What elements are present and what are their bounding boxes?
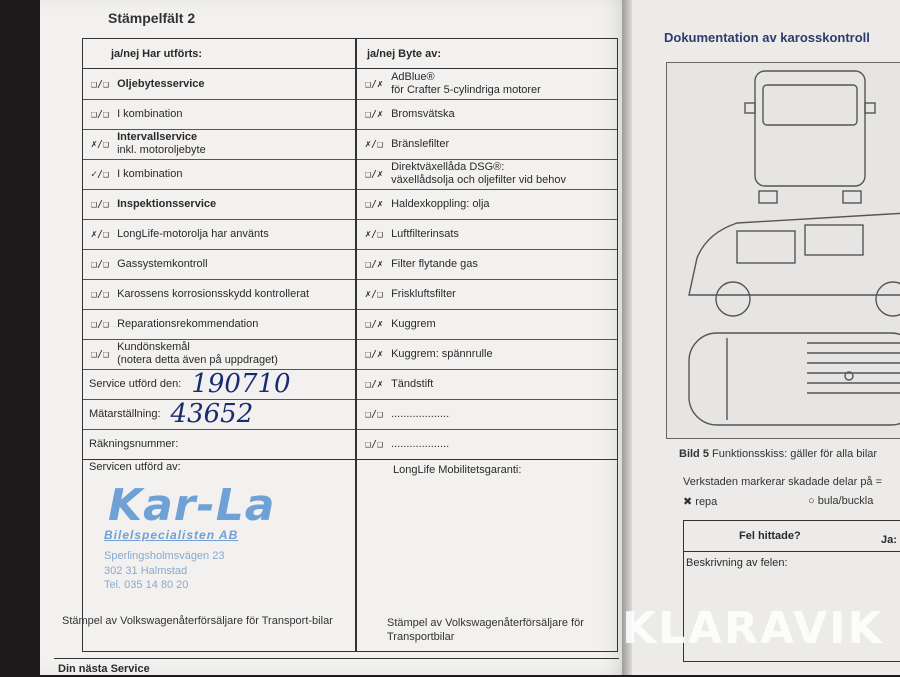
row-divider <box>83 459 617 460</box>
performed-item-label: Intervallservice inkl. motoroljebyte <box>117 131 206 156</box>
yes-no-checkbox[interactable]: ✗/❑ <box>91 228 110 240</box>
performed-by-label: Servicen utförd av: <box>89 461 181 473</box>
ja-label: Ja: <box>881 534 897 546</box>
yes-no-checkbox[interactable]: ❑/✗ <box>365 78 384 90</box>
replaced-item <box>357 249 617 280</box>
service-date-label: Service utförd den: <box>89 378 182 390</box>
yes-no-checkbox[interactable]: ❑/❑ <box>91 78 110 90</box>
yes-no-checkbox[interactable]: ❑/❑ <box>91 288 110 300</box>
description-label: Beskrivning av felen: <box>686 557 788 569</box>
legend-bula-label: bula/buckla <box>817 495 874 507</box>
damage-instruction: Verkstaden markerar skadade delar på = <box>683 476 883 488</box>
yes-no-checkbox[interactable]: ❑/✗ <box>365 168 384 180</box>
replaced-item <box>357 219 617 250</box>
replaced-item-label: AdBlue® för Crafter 5-cylindriga motorer <box>391 71 541 96</box>
yes-no-checkbox[interactable]: ✗/❑ <box>91 138 110 150</box>
replaced-item <box>357 69 617 100</box>
performed-item <box>83 339 355 370</box>
replaced-item-label: Luftfilterinsats <box>391 227 459 240</box>
yes-no-checkbox[interactable]: ❑/✗ <box>365 378 384 390</box>
replaced-item <box>357 129 617 160</box>
watermark-logo: KLARAVIK <box>622 603 884 654</box>
performed-item-label: Gassystemkontroll <box>117 257 208 270</box>
performed-item <box>83 309 355 340</box>
circle-icon: ○ <box>808 495 815 507</box>
vehicle-diagram <box>666 62 900 439</box>
yes-no-checkbox[interactable]: ❑/❑ <box>91 108 110 120</box>
dealer-stamp-subtitle: Bilelspecialisten AB <box>104 528 239 542</box>
dealer-stamp-phone: Tel. 035 14 80 20 <box>104 579 189 591</box>
replaced-item-label: Filter flytande gas <box>391 257 478 270</box>
service-date-value[interactable]: 190710 <box>191 369 291 399</box>
yes-no-checkbox[interactable]: ❑/❑ <box>91 318 110 330</box>
next-service-title: Din nästa Service <box>58 663 150 675</box>
performed-item <box>83 99 355 130</box>
diagram-caption <box>679 448 877 460</box>
performed-item-label: Karossens korrosionsskydd kontrollerat <box>117 287 310 300</box>
caption-text: Funktionsskiss: gäller för alla bilar <box>712 448 878 460</box>
replaced-item-label: Kuggrem: spännrulle <box>391 347 493 360</box>
yes-no-checkbox[interactable]: ❑/✗ <box>365 348 384 360</box>
performed-item <box>83 159 355 190</box>
mileage-value[interactable]: 43652 <box>170 399 254 429</box>
service-date-row <box>83 369 355 400</box>
yes-no-checkbox[interactable]: ❑/❑ <box>365 408 384 420</box>
yes-no-checkbox[interactable]: ❑/✗ <box>365 108 384 120</box>
yes-no-checkbox[interactable]: ❑/✗ <box>365 258 384 270</box>
dealer-stamp-city: 302 31 Halmstad <box>104 565 188 577</box>
right-page-title: Dokumentation av karosskontroll <box>664 30 870 45</box>
performed-item-label: LongLife-motorolja har använts <box>117 227 269 240</box>
performed-item-label: Kundönskemål (notera detta även på uppdraget) <box>117 341 278 366</box>
footer-stamp-right: Stämpel av Volkswagenåterförsäljare för Transportbilar <box>387 617 584 644</box>
dealer-stamp-logo: Kar-La <box>108 480 276 531</box>
footer-stamp-left: Stämpel av Volkswagenåterförsäljare för Transport-bilar <box>62 615 333 627</box>
performed-item <box>83 129 355 160</box>
yes-no-checkbox[interactable]: ✗/❑ <box>365 288 384 300</box>
section-title: Stämpelfält 2 <box>108 10 196 26</box>
yes-no-checkbox[interactable]: ❑/❑ <box>91 258 110 270</box>
performed-item <box>83 279 355 310</box>
performed-item <box>83 69 355 100</box>
yes-no-checkbox[interactable]: ❑/❑ <box>91 348 110 360</box>
legend-bula <box>808 495 873 507</box>
mileage-row <box>83 399 355 430</box>
yes-no-checkbox[interactable]: ❑/✗ <box>365 318 384 330</box>
caption-number: Bild 5 <box>679 448 709 460</box>
replaced-item-label: Direktväxellåda DSG®: växellådsolja och oljefilter vid behov <box>391 161 566 186</box>
mileage-label: Mätarställning: <box>89 408 161 420</box>
replaced-item-label: Friskluftsfilter <box>391 287 456 300</box>
yes-no-checkbox[interactable]: ✓/❑ <box>91 168 110 180</box>
replaced-item <box>357 339 617 370</box>
replaced-item <box>357 189 617 220</box>
performed-item <box>83 189 355 220</box>
performed-item-label: I kombination <box>117 107 183 120</box>
performed-item-label: I kombination <box>117 167 183 180</box>
performed-item <box>83 249 355 280</box>
replaced-item <box>357 399 617 430</box>
replaced-item <box>357 309 617 340</box>
replaced-item <box>357 159 617 190</box>
longlife-label: LongLife Mobilitetsgaranti: <box>393 464 522 476</box>
performed-item-label: Reparationsrekommendation <box>117 317 259 330</box>
replaced-item-label: Bromsvätska <box>391 107 455 120</box>
yes-no-checkbox[interactable]: ❑/✗ <box>365 198 384 210</box>
performed-item <box>83 219 355 250</box>
replaced-item <box>357 99 617 130</box>
fel-hittade-label: Fel hittade? <box>739 530 801 542</box>
replaced-item-label: Tändstift <box>391 377 434 390</box>
performed-item-label: Inspektionsservice <box>117 197 217 210</box>
replaced-item <box>357 429 617 460</box>
next-service-box <box>54 658 619 676</box>
yes-no-checkbox[interactable]: ✗/❑ <box>365 228 384 240</box>
invoice-row <box>83 429 355 460</box>
replaced-item-label: Haldexkoppling: olja <box>391 197 490 210</box>
replaced-item <box>357 369 617 400</box>
yes-no-checkbox[interactable]: ❑/❑ <box>365 438 384 450</box>
dealer-stamp-street: Sperlingsholmsvägen 23 <box>104 550 225 562</box>
replaced-item-label: ................... <box>391 407 450 420</box>
left-column-header: ja/nej Har utförts: <box>83 39 355 69</box>
performed-item-label: Oljebytesservice <box>117 77 205 90</box>
yes-no-checkbox[interactable]: ✗/❑ <box>365 138 384 150</box>
right-column-header: ja/nej Byte av: <box>357 39 617 69</box>
replaced-item-label: ................... <box>391 437 450 450</box>
legend-repa-label: repa <box>695 496 718 508</box>
van-sketch-icon <box>667 63 900 438</box>
replaced-item <box>357 279 617 310</box>
yes-no-checkbox[interactable]: ❑/❑ <box>91 198 110 210</box>
invoice-label: Räkningsnummer: <box>89 438 179 450</box>
replaced-item-label: Kuggrem <box>391 317 436 330</box>
replaced-item-label: Bränslefilter <box>391 137 450 150</box>
legend-repa <box>683 495 717 508</box>
cross-icon: ✖ <box>683 496 693 508</box>
